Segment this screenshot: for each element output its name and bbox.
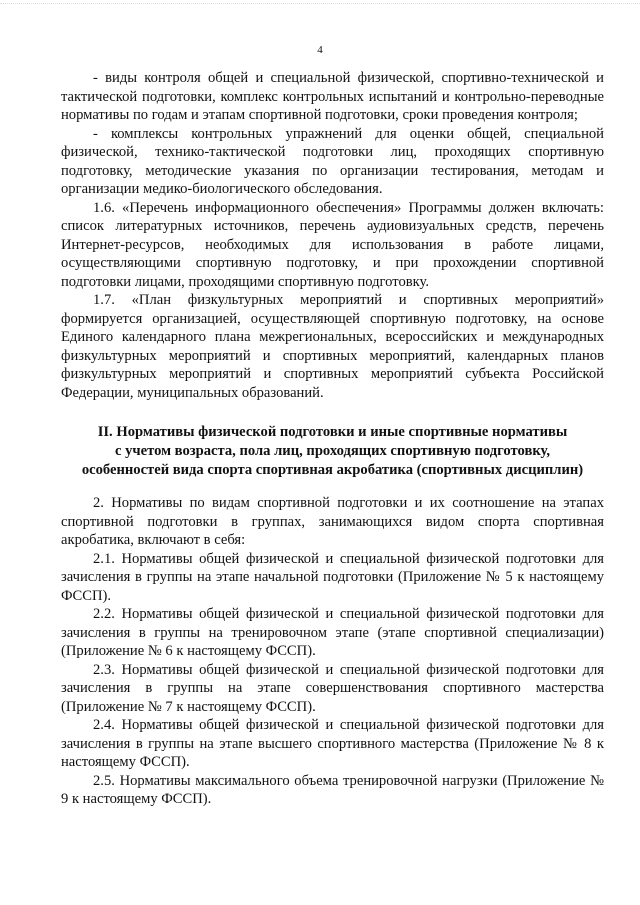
document-body bbox=[61, 69, 604, 809]
paragraph-2-2: 2.2. Нормативы общей физической и специальной физической подготовки для зачисления в группы на тренировочном этапе (этапе спортивной специализации) (Приложение № 6 к настоящему ФССП). bbox=[61, 606, 604, 659]
section-heading-line-1: II. Нормативы физической подготовки и иные спортивные нормативы bbox=[97, 424, 568, 440]
paragraph-2-5: 2.5. Нормативы максимального объема тренировочной нагрузки (Приложение № 9 к настоящему ФССП). bbox=[61, 772, 604, 807]
section-heading-line-3: особенностей вида спорта спортивная акробатика (спортивных дисциплин) bbox=[81, 462, 584, 478]
paragraph-1-6: 1.6. «Перечень информационного обеспечения» Программы должен включать: список литературных источников, перечень аудиовизуальных средств, перечень Интернет-ресурсов, необходимых для использования в работе лицами, осуществляющими спортивную подготовку, и при прохождении спортивной подготовки лицами, проходящими спортивную подготовку. bbox=[61, 199, 604, 290]
list-item-exercise-complexes: - комплексы контрольных упражнений для оценки общей, специальной физической, технико-тактической подготовки лиц, проходящих спортивную подготовку, методические указания по организации тестирования, методам и организации медико-биологического обследования. bbox=[61, 125, 604, 197]
paragraph-2-1: 2.1. Нормативы общей физической и специальной физической подготовки для зачисления в группы на этапе начальной подготовки (Приложение № 5 к настоящему ФССП). bbox=[61, 550, 604, 604]
paragraph-2: 2. Нормативы по видам спортивной подготовки и их соотношение на этапах спортивной подготовки в группах, занимающихся видом спорта спортивная акробатика, включают в себя: bbox=[61, 495, 604, 548]
page-number: 4 bbox=[317, 44, 323, 56]
paragraph-1-7: 1.7. «План физкультурных мероприятий и спортивных мероприятий» формируется организацией, осуществляющей спортивную подготовку, на основе Единого календарного плана межрегиональных, всероссийских и международных физкультурных мероприятий и спортивных мероприятий, календарных планов физкультурных мероприятий и спортивных мероприятий субъекта Российской Федерации, муниципальных образований. bbox=[61, 292, 604, 401]
scan-artifact-line bbox=[0, 3, 640, 8]
paragraph-2-4: 2.4. Нормативы общей физической и специальной физической подготовки для зачисления в группы на этапе высшего спортивного мастерства (Приложение № 8 к настоящему ФССП). bbox=[61, 717, 604, 770]
section-heading-line-2: с учетом возраста, пола лиц, проходящих спортивную подготовку, bbox=[114, 443, 551, 459]
section-heading-ii bbox=[61, 423, 604, 480]
list-item-control-types: - виды контроля общей и специальной физической, спортивно-технической и тактической подготовки, комплекс контрольных испытаний и контрольно-переводные нормативы по годам и этапам спортивной подготовки, сроки проведения контроля; bbox=[61, 70, 604, 123]
paragraph-2-3: 2.3. Нормативы общей физической и специальной физической подготовки для зачисления в группы на этапе совершенствования спортивного мастерства (Приложение № 7 к настоящему ФССП). bbox=[61, 661, 604, 715]
